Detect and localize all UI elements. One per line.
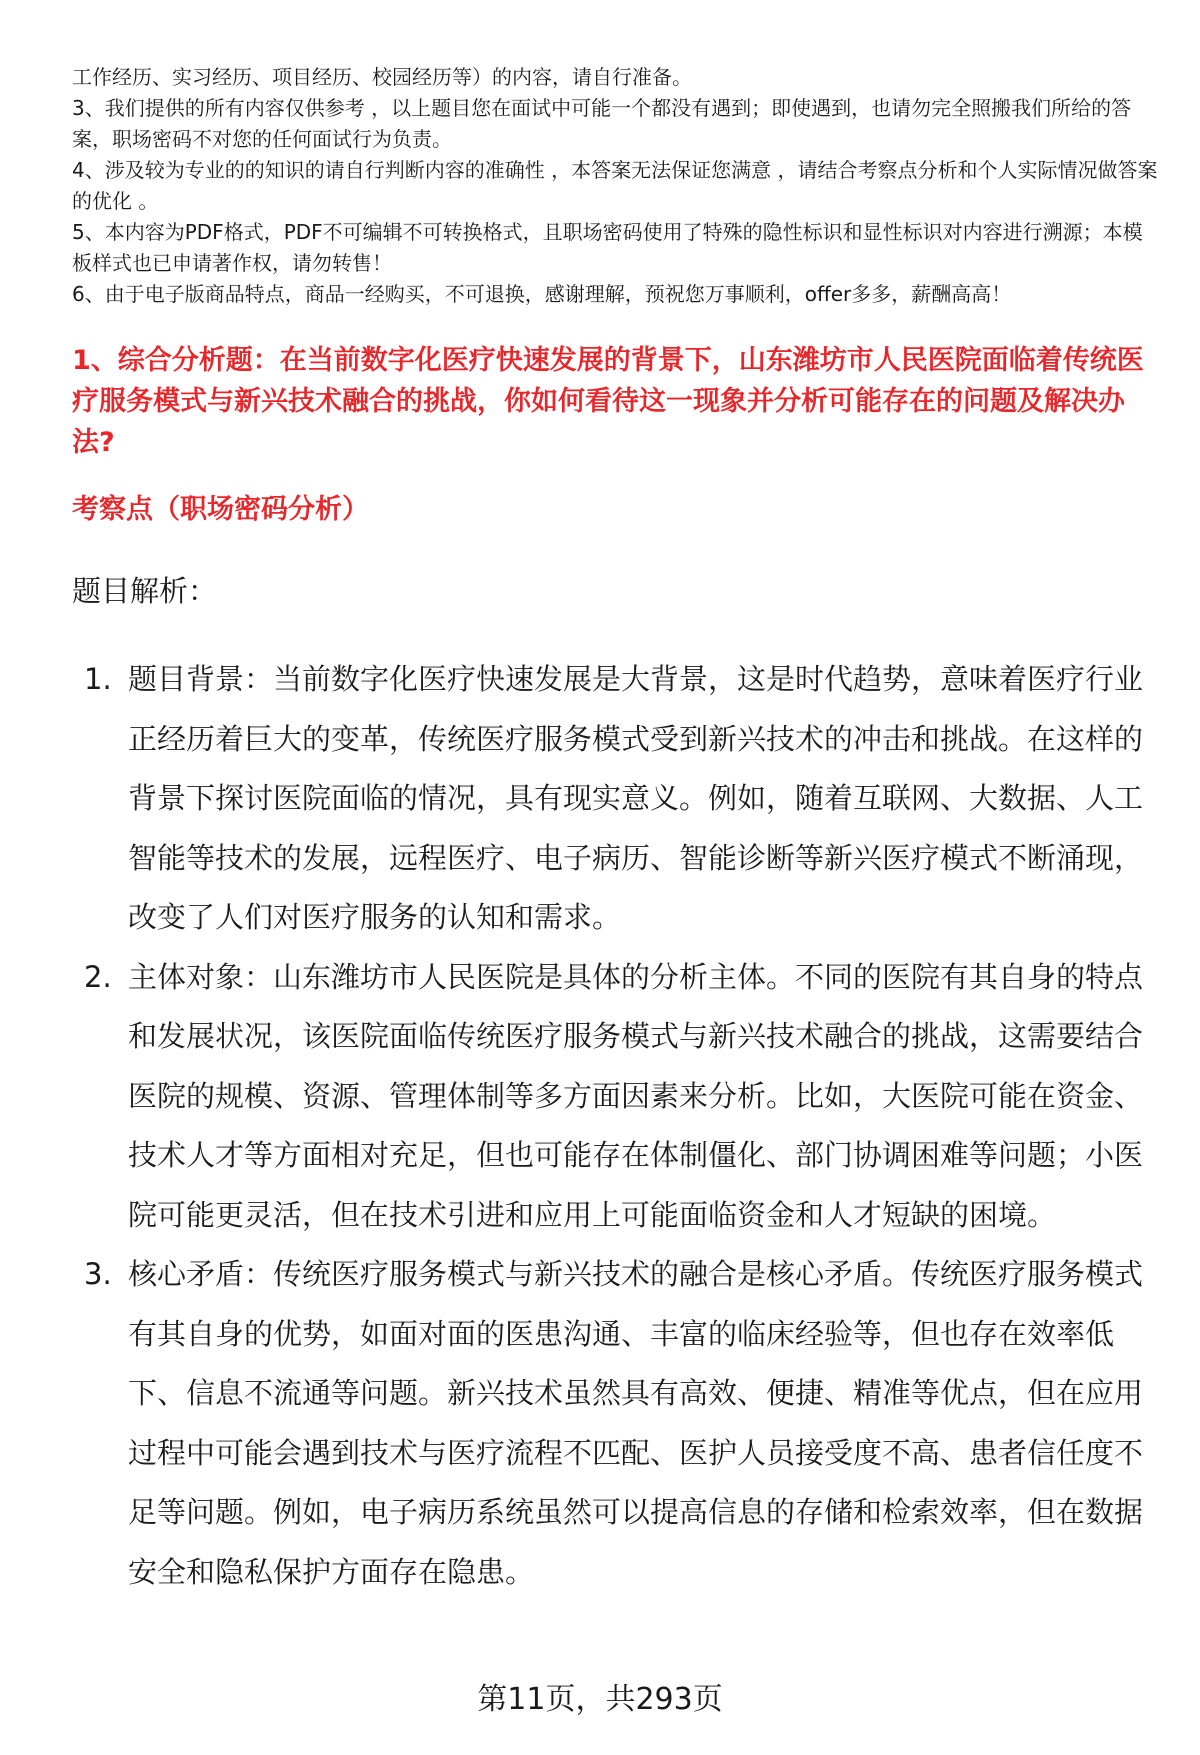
list-item: [72, 948, 1152, 1246]
list-item-text: 主体对象：山东潍坊市人民医院是具体的分析主体。不同的医院有其自身的特点和发展状况，该医院面临传统医疗服务模式与新兴技术融合的挑战，这需要结合医院的规模、资源、管理体制等多方面因素来分析。比如，大医院可能在资金、技术人才等方面相对充足，但也可能存在体制僵化、部门协调困难等问题；小医院可能更灵活，但在技术引进和应用上可能面临资金和人才短缺的困境。: [128, 959, 1144, 1232]
list-item-text: 题目背景：当前数字化医疗快速发展是大背景，这是时代趋势，意味着医疗行业正经历着巨大的变革，传统医疗服务模式受到新兴技术的冲击和挑战。在这样的背景下探讨医院面临的情况，具有现实意义。例如，随着互联网、大数据、人工智能等技术的发展，远程医疗、电子病历、智能诊断等新兴医疗模式不断涌现，改变了人们对医疗服务的认知和需求。: [128, 662, 1144, 934]
list-item-number: 3.: [84, 1257, 112, 1291]
list-item-text: 核心矛盾：传统医疗服务模式与新兴技术的融合是核心矛盾。传统医疗服务模式有其自身的优势，如面对面的医患沟通、丰富的临床经验等，但也存在效率低下、信息不流通等问题。新兴技术虽然具有高效、便捷、精准等优点，但在应用过程中可能会遇到技术与医疗流程不匹配、医护人员接受度不高、患者信任度不足等问题。例如，电子病历系统虽然可以提高信息的存储和检索效率，但在数据安全和隐私保护方面存在隐患。: [128, 1257, 1144, 1589]
list-item: [72, 1245, 1152, 1602]
list-item-number: 1.: [84, 662, 112, 696]
key-points-heading: 考察点（职场密码分析）: [72, 494, 369, 525]
note-line: 3、我们提供的所有内容仅供参考 ，以上题目您在面试中可能一个都没有遇到；即使遇到，也请勿完全照搬我们所给的答案，职场密码不对您的任何面试行为负责。: [72, 96, 1132, 151]
note-line: 5、本内容为PDF格式，PDF不可编辑不可转换格式，且职场密码使用了特殊的隐性标识和显性标识对内容进行溯源；本模板样式也已申请著作权，请勿转售！: [72, 220, 1143, 275]
note-line: 6、由于电子版商品特点，商品一经购买，不可退换，感谢理解，预祝您万事顺利，offer多多，薪酬高高！: [72, 282, 1012, 306]
list-item-number: 2.: [84, 959, 112, 994]
list-item: [72, 650, 1152, 948]
notes-section: [72, 62, 1162, 310]
analysis-list: [72, 650, 1152, 1602]
note-line: 4、涉及较为专业的的知识的请自行判断内容的准确性 ，本答案无法保证您满意 ，请结合考察点分析和个人实际情况做答案的优化 。: [72, 158, 1158, 213]
note-line: 工作经历、实习经历、项目经历、校园经历等）的内容，请自行准备。: [72, 65, 692, 89]
page-number: 第11页，共293页: [477, 1682, 723, 1717]
question-heading: 1、综合分析题：在当前数字化医疗快速发展的背景下，山东潍坊市人民医院面临着传统医疗服务模式与新兴技术融合的挑战，你如何看待这一现象并分析可能存在的问题及解决办法?: [72, 345, 1144, 458]
analysis-label: 题目解析：: [72, 574, 218, 608]
